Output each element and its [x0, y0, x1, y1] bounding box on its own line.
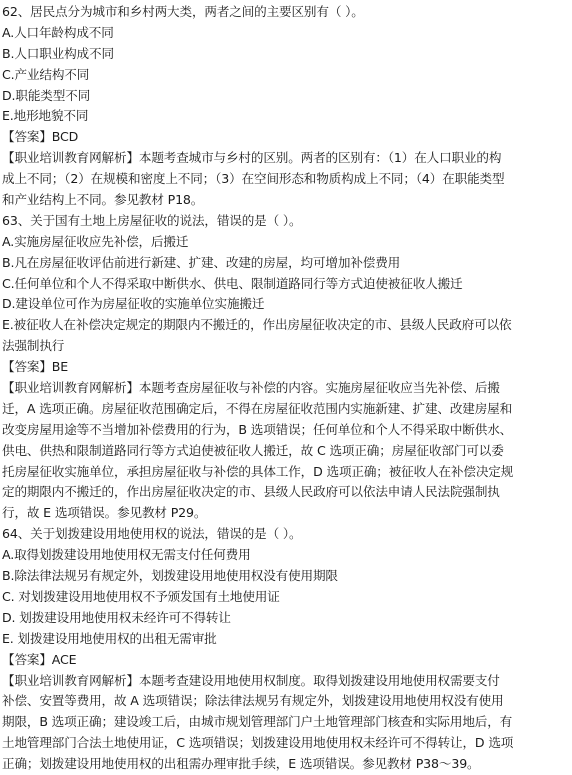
question-stem: 64、关于划拨建设用地使用权的说法，错误的是（ ）。 — [2, 526, 302, 542]
analysis-line: 补偿、安置等费用，故 A 选项错误；除法律法规另有规定外，划拨建设用地使用权没有使用 — [2, 693, 504, 709]
analysis-line: 期限，B 选项正确；建设竣工后，由城市规划管理部门户土地管理部门核查和实际用地后，有 — [2, 714, 513, 730]
analysis-line: 土地管理部门合法土地使用证，C 选项错误；划拨建设用地使用权未经许可不得转让，D 选项 — [2, 735, 514, 751]
analysis-line: 【职业培训教育网解析】本题考查城市与乡村的区别。两者的区别有：（1）在人口职业的构 — [2, 150, 502, 166]
option-d: D. 划拨建设用地使用权未经许可不得转让 — [2, 609, 231, 625]
option-b: B.除法律法规另有规定外，划拨建设用地使用权没有使用期限 — [2, 568, 338, 584]
option-a: A.实施房屋征收应先补偿，后搬迁 — [2, 233, 189, 249]
analysis-line: 定的期限内不搬迁的，作出房屋征收决定的市、县级人民政府可以依法申请人民法院强制执 — [2, 484, 500, 500]
analysis-line: 供电、供热和限制道路同行等方式迫使被征收人搬迁，故 C 选项正确；房屋征收部门可以委 — [2, 442, 504, 458]
question-stem: 63、关于国有土地上房屋征收的说法，错误的是（ ）。 — [2, 212, 302, 228]
analysis-line: 改变房屋用途等不当增加补偿费用的行为，B 选项错误；任何单位和个人不得采取中断供水、 — [2, 421, 513, 437]
analysis-line: 和产业结构上不同。参见教材 P18。 — [2, 192, 204, 208]
analysis-line: 【职业培训教育网解析】本题考查建设用地使用权制度。取得划拨建设用地使用权需要支付 — [2, 672, 500, 688]
analysis-line: 【职业培训教育网解析】本题考查房屋征收与补偿的内容。实施房屋征收应当先补偿、后搬 — [2, 380, 500, 396]
answer: 【答案】ACE — [2, 651, 77, 667]
option-d: D.建设单位可作为房屋征收的实施单位实施搬迁 — [2, 296, 265, 312]
analysis — [2, 148, 568, 211]
analysis-line: 迁，A 选项正确。房屋征收范围确定后，不得在房屋征收范围内实施新建、扩建、改建房屋和 — [2, 400, 513, 416]
option-d: D.职能类型不同 — [2, 87, 91, 103]
option-c: C.任何单位和个人不得采取中断供水、供电、限制道路同行等方式迫使被征收人搬迁 — [2, 275, 463, 291]
option-b: B.人口职业构成不同 — [2, 45, 114, 61]
option-e-continued: 法强制执行 — [2, 338, 65, 354]
question-64 — [2, 524, 568, 775]
option-c: C.产业结构不同 — [2, 66, 90, 82]
analysis-line: 行，故 E 选项错误。参见教材 P29。 — [2, 505, 207, 521]
analysis-line: 托房屋征收实施单位，承担房屋征收与补偿的具体工作，D 选项正确；被征收人在补偿决定规 — [2, 463, 514, 479]
answer: 【答案】BE — [2, 359, 69, 375]
option-a: A.取得划拨建设用地使用权无需支付任何费用 — [2, 547, 251, 563]
option-e: E.被征收人在补偿决定规定的期限内不搬迁的，作出房屋征收决定的市、县级人民政府可以依 — [2, 317, 512, 333]
option-e: E.地形地貌不同 — [2, 108, 89, 124]
question-62 — [2, 2, 568, 211]
answer: 【答案】BCD — [2, 129, 79, 145]
analysis-line: 正确；划拨建设用地使用权的出租需办理审批手续，E 选项错误。参见教材 P38～39。 — [2, 756, 480, 772]
question-stem: 62、居民点分为城市和乡村两大类，两者之间的主要区别有（ ）。 — [2, 4, 364, 19]
option-e: E. 划拨建设用地使用权的出租无需审批 — [2, 630, 217, 646]
option-c: C. 对划拨建设用地使用权不予颁发国有土地使用证 — [2, 588, 280, 604]
analysis-line: 成上不同；（2）在规模和密度上不同；（3）在空间形态和物质构成上不同；（4）在职能类型 — [2, 171, 505, 187]
analysis — [2, 378, 568, 524]
option-a: A.人口年龄构成不同 — [2, 24, 114, 40]
analysis — [2, 671, 568, 775]
option-b: B.凡在房屋征收评估前进行新建、扩建、改建的房屋，均可增加补偿费用 — [2, 254, 401, 270]
question-63 — [2, 211, 568, 524]
